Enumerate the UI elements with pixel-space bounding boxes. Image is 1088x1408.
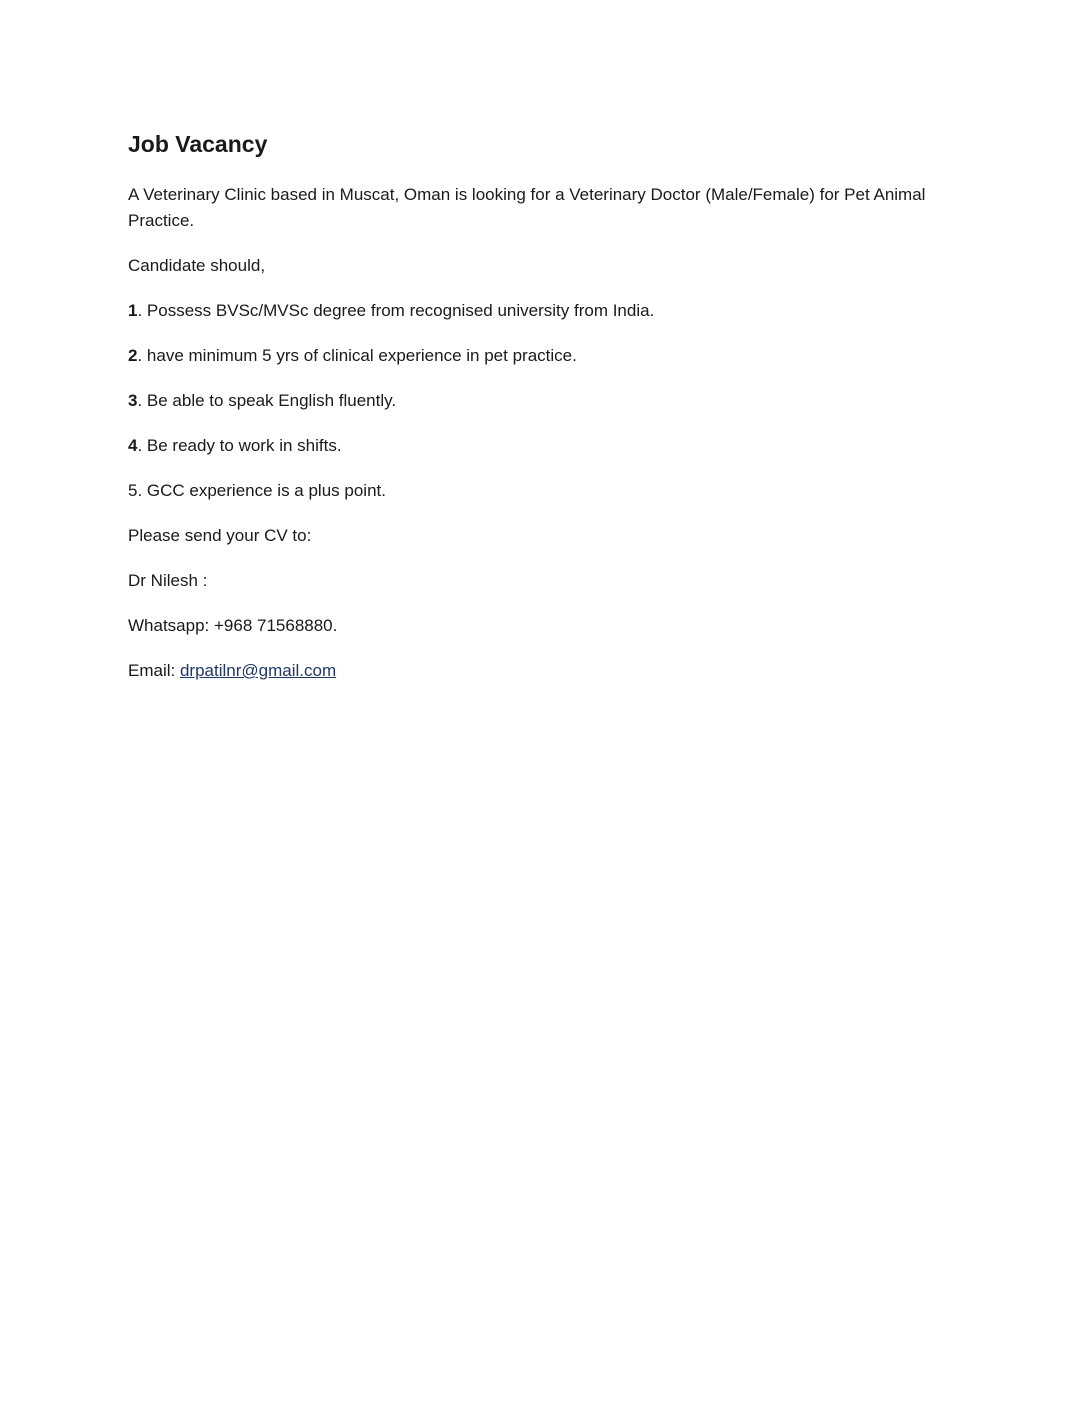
lead-in-text: Candidate should, xyxy=(128,256,266,275)
requirement-item-2 xyxy=(128,343,948,369)
requirement-number: 4 xyxy=(128,436,138,455)
requirement-text: 5. GCC experience is a plus point. xyxy=(128,481,386,500)
requirement-text: . Possess BVSc/MVSc degree from recognised university from India. xyxy=(137,301,655,320)
requirement-item-5 xyxy=(128,478,948,504)
requirement-text: . Be ready to work in shifts. xyxy=(137,436,342,455)
email-label: Email: xyxy=(128,661,180,680)
whatsapp-contact: Whatsapp: +968 71568880. xyxy=(128,616,338,635)
requirement-item-1 xyxy=(128,298,948,324)
requirement-text: . Be able to speak English fluently. xyxy=(137,391,397,410)
requirement-item-3 xyxy=(128,388,948,414)
requirement-item-4 xyxy=(128,433,948,459)
intro-paragraph: A Veterinary Clinic based in Muscat, Oman is looking for a Veterinary Doctor (Male/Female) for Pet Animal Practice. xyxy=(128,185,926,230)
requirement-text: . have minimum 5 yrs of clinical experience in pet practice. xyxy=(137,346,577,365)
contact-name: Dr Nilesh : xyxy=(128,571,208,590)
requirement-number: 1 xyxy=(128,301,138,320)
document-body xyxy=(128,126,948,703)
email-contact xyxy=(128,658,948,684)
requirement-number: 3 xyxy=(128,391,138,410)
email-link[interactable]: drpatilnr@gmail.com xyxy=(179,661,337,680)
cta-text: Please send your CV to: xyxy=(128,526,312,545)
requirement-number: 2 xyxy=(128,346,138,365)
page-title: Job Vacancy xyxy=(128,131,268,157)
